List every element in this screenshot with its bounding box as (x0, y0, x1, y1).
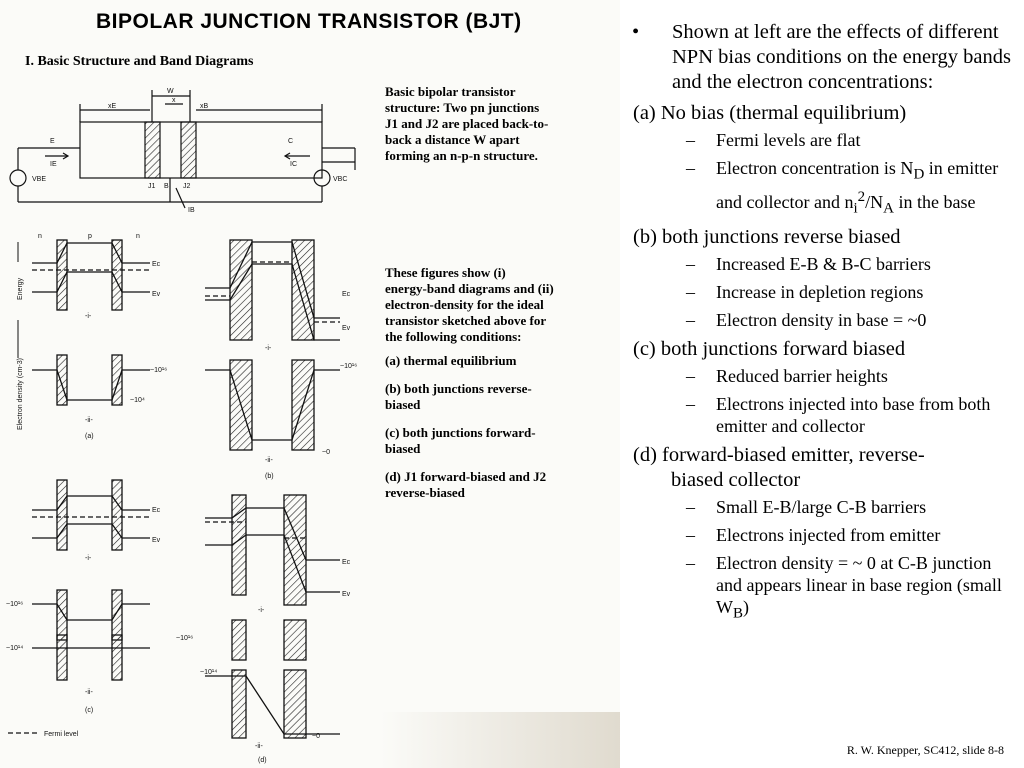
label-c: C (288, 138, 294, 145)
sub-item (628, 309, 1013, 331)
label-ev-b: Ev (342, 325, 351, 332)
label-ev-c: Ev (152, 537, 161, 544)
label-n-right: n (136, 233, 140, 240)
label-ii-a: -ii- (85, 417, 93, 424)
structure-line: back a distance W apart (385, 132, 520, 147)
sub-item (628, 365, 1013, 387)
label-i-c: -i- (85, 555, 92, 562)
label-i-b: -i- (265, 345, 272, 352)
diagram-b (205, 240, 340, 450)
text-part: in emitter and collector and n (716, 158, 999, 212)
condition-b-cont: biased (385, 397, 421, 412)
figures-line: transistor sketched above for (385, 313, 547, 328)
sub-item (628, 129, 1013, 151)
sub-item-electron-concentration (628, 157, 1013, 219)
text-part: Electron concentration is N (716, 158, 914, 178)
condition-title: (b) both junctions reverse biased (633, 226, 901, 249)
text-part: ) (743, 597, 750, 618)
label-fig-d: (d) (258, 757, 267, 764)
structure-line: Basic bipolar transistor (385, 84, 516, 99)
dash-icon: – (686, 130, 695, 150)
label-16-c: ~10¹⁶ (6, 601, 24, 608)
sub-item-text: Electrons injected into base from both emitter and collector (716, 394, 991, 437)
sub-item-text: Small E-B/large C-B barriers (716, 497, 927, 518)
label-14-c: ~10¹⁴ (6, 645, 24, 652)
label-i-d: -i- (258, 607, 265, 614)
label-vbe: VBE (32, 176, 47, 183)
label-0-d: ~0 (312, 733, 320, 740)
label-ic: IC (290, 161, 297, 168)
condition-title: (a) No bias (thermal equilibrium) (633, 102, 907, 124)
condition-title-cont: biased collector (671, 469, 801, 492)
figures-line: These figures show (i) (385, 265, 506, 280)
section-heading: I. Basic Structure and Band Diagrams (25, 54, 254, 69)
figures-line: electron-density for the ideal (385, 297, 544, 312)
label-ii-d: -ii- (255, 743, 263, 750)
label-ec-a: Ec (152, 261, 161, 268)
condition-a: (a) thermal equilibrium (385, 353, 517, 368)
label-ib: IB (188, 207, 195, 214)
subscript: A (883, 200, 894, 217)
sub-item (628, 393, 1013, 437)
label-ev-d: Ev (342, 591, 351, 598)
label-0-b: ~0 (322, 449, 330, 456)
sub-item (628, 281, 1013, 303)
condition-title: (d) forward-biased emitter, reverse- (633, 444, 925, 467)
diagram-d (205, 495, 340, 738)
label-xb: xB (200, 103, 209, 110)
energy-axis-label: Energy (17, 277, 24, 300)
label-4-a: ~10⁴ (130, 397, 145, 404)
label-16-a: ~10¹⁶ (150, 367, 168, 374)
condition-c: (c) both junctions forward- (385, 425, 536, 440)
label-ec-b: Ec (342, 291, 351, 298)
condition-d-heading (633, 443, 1013, 493)
label-fig-c: (c) (85, 707, 94, 714)
dash-icon: – (686, 497, 695, 518)
sub-item-text: Fermi levels are flat (716, 130, 861, 150)
label-n-left: n (38, 233, 42, 240)
bjt-title: BIPOLAR JUNCTION TRANSISTOR (BJT) (96, 10, 522, 33)
label-16-d: ~10¹⁶ (176, 635, 194, 642)
label-ii-c: -ii- (85, 689, 93, 696)
condition-c-cont: biased (385, 441, 421, 456)
condition-b: (b) both junctions reverse- (385, 381, 532, 396)
label-ec-c: Ec (152, 507, 161, 514)
subscript: B (733, 605, 744, 622)
scan-edge-shade (380, 712, 620, 768)
sub-item-text: Electrons injected from emitter (716, 525, 941, 546)
dash-icon: – (686, 282, 695, 303)
superscript: 2 (857, 188, 866, 205)
slide-notes (628, 20, 1013, 631)
condition-d: (d) J1 forward-biased and J2 (385, 469, 547, 484)
diagram-a (32, 240, 150, 405)
label-14-d: ~10¹⁴ (200, 669, 218, 676)
subscript: i (853, 200, 858, 217)
label-w: W (167, 88, 174, 95)
sub-item-text: Increased E-B & B-C barriers (716, 254, 931, 275)
dash-icon: – (686, 310, 695, 331)
sub-item (628, 253, 1013, 275)
figures-line: the following conditions: (385, 329, 522, 344)
text-part: Electron density = ~ 0 at C-B junction and appears linear in base region (small W (716, 553, 1002, 618)
sub-item (628, 524, 1013, 546)
label-ec-d: Ec (342, 559, 351, 566)
diagram-c (32, 480, 150, 680)
dash-icon: – (686, 394, 695, 415)
label-e: E (50, 138, 55, 145)
subscript: D (913, 166, 925, 183)
sub-item-text: Increase in depletion regions (716, 282, 924, 303)
label-x: x (172, 97, 176, 104)
sub-item (628, 496, 1013, 518)
label-ev-a: Ev (152, 291, 161, 298)
text-part: /N (865, 191, 884, 212)
condition-d-cont: reverse-biased (385, 485, 465, 500)
label-vbc: VBC (333, 176, 348, 183)
structure-line: forming an n-p-n structure. (385, 148, 538, 163)
label-p: p (88, 233, 92, 240)
condition-a-heading (633, 101, 1013, 126)
label-16-b: ~10¹⁶ (340, 363, 358, 370)
text-part: in the base (893, 191, 976, 212)
condition-b-heading (633, 225, 1013, 250)
label-fig-a: (a) (85, 433, 94, 440)
intro-bullet (628, 20, 1013, 95)
intro-text: Shown at left are the effects of different NPN bias conditions on the energy bands and the electron concentrations: (672, 21, 1011, 93)
label-b: B (164, 183, 169, 190)
structure-line: J1 and J2 are placed back-to- (385, 116, 549, 131)
label-ii-b: -ii- (265, 457, 273, 464)
sub-item-electron-density (628, 552, 1013, 625)
dash-icon: – (686, 366, 695, 387)
condition-c-heading (633, 337, 1013, 362)
dash-icon: – (686, 254, 695, 275)
dash-icon: – (686, 525, 695, 546)
transistor-structure-diagram (10, 90, 355, 208)
label-ie: IE (50, 161, 57, 168)
dash-icon: – (686, 158, 695, 178)
bullet-icon: • (632, 21, 640, 43)
sub-item-text: Reduced barrier heights (716, 366, 888, 387)
fermi-legend-label: Fermi level (44, 731, 79, 738)
label-i-a: -i- (85, 313, 92, 320)
label-xe: xE (108, 103, 117, 110)
label-j1: J1 (148, 183, 156, 190)
dash-icon: – (686, 553, 695, 574)
figures-line: energy-band diagrams and (ii) (385, 281, 554, 296)
label-j2: J2 (183, 183, 191, 190)
condition-title: (c) both junctions forward biased (633, 338, 906, 361)
label-fig-b: (b) (265, 473, 274, 480)
density-axis-label: Electron density (cm-3) (17, 358, 24, 430)
structure-line: structure: Two pn junctions (385, 100, 540, 115)
slide-footer: R. W. Knepper, SC412, slide 8-8 (846, 743, 1004, 757)
sub-item-text: Electron density in base = ~0 (716, 310, 927, 331)
